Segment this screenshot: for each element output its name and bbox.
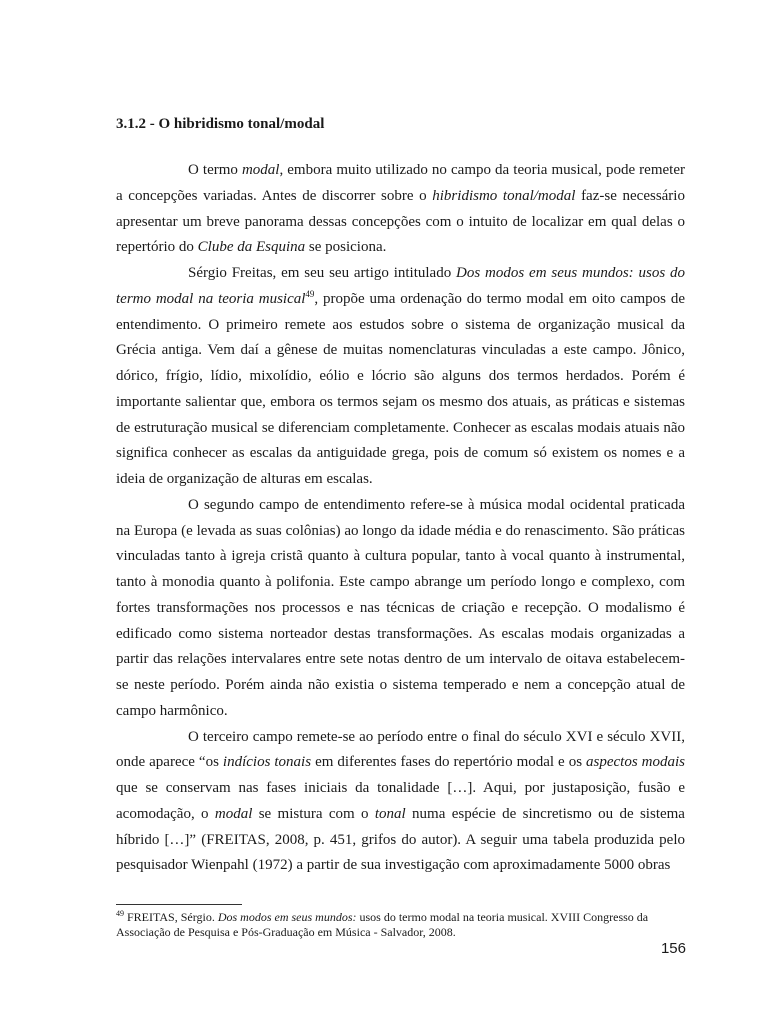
paragraph-1: O termo modal, embora muito utilizado no campo da teoria musical, pode remeter a concepções variadas. Antes de discorrer sobre o hibridismo tonal/modal faz-se necessário apresentar um breve panorama dessas concepções com o intuito de localizar em qual delas o repertório do Clube da Esquina se posiciona.	[116, 162, 685, 256]
footnote-separator	[116, 904, 242, 905]
section-heading: 3.1.2 - O hibridismo tonal/modal	[116, 116, 325, 132]
page-number: 156	[660, 940, 686, 957]
paragraph-4: O terceiro campo remete-se ao período entre o final do século XVI e século XVII, onde aparece “os indícios tonais em diferentes fases do repertório modal e os aspectos modais que se conservam nas fases iniciais da tonalidade […]. Aqui, por justaposição, fusão e acomodação, o modal se mistura com o tonal numa espécie de sincretismo ou de sistema híbrido […]” (FREITAS, 2008, p. 451, grifos do autor). A seguir uma tabela produzida pelo pesquisador Wienpahl (1972) a partir de sua investigação com aproximadamente 5000 obras	[116, 728, 686, 874]
footnote-reference[interactable]: 49	[305, 288, 315, 299]
paragraph-2: Sérgio Freitas, em seu seu artigo intitulado Dos modos em seus mundos: usos do termo modal na teoria musical$^{49}$, propõe uma ordenação do termo modal em oito campos de entendimento. O primeiro remete aos estudos sobre o sistema de organização musical da Grécia antiga. Vem daí a gênese de muitas nomenclaturas vinculadas a este campo. Jônico, dórico, frígio, lídio, mixolídio, eólio e lócrio são alguns dos termos herdados. Porém é importante salientar que, embora os termos sejam os mesmo dos atuais, as práticas e sistemas de estruturação musical se diferenciam completamente. Conhecer as escalas modais atuais não significa conhecer as escalas da antiguidade grega, pois de comum só existem os nomes e a ideia de organização de alturas em escalas.	[116, 265, 685, 487]
footnote: $^{49}$ FREITAS, Sérgio. Dos modos em seus mundos: usos do termo modal na teoria musical. XVIII Congresso da Associação de Pesquisa e Pós-Graduação em Música - Salvador, 2008.	[116, 909, 649, 939]
paragraph-3: O segundo campo de entendimento refere-se à música modal ocidental praticada na Europa (e levada as suas colônias) ao longo da idade média e do renascimento. São práticas vinculadas tanto à igreja cristã quanto à cultura popular, tanto à vocal quanto à instrumental, tanto à monodia quanto à polifonia. Este campo abrange um período longo e complexo, com fortes transformações nos processos e nas técnicas de criação e recepção. O modalismo é edificado como sistema norteador destas transformações. As escalas modais organizadas a partir das relações intervalares entre sete notas dentro de um intervalo de oitava estabelecem-se neste período. Porém ainda não existia o sistema temperado e nem a concepção atual de campo harmônico.	[116, 496, 685, 719]
footnote-number: 49	[116, 909, 124, 918]
body-text	[116, 158, 685, 879]
